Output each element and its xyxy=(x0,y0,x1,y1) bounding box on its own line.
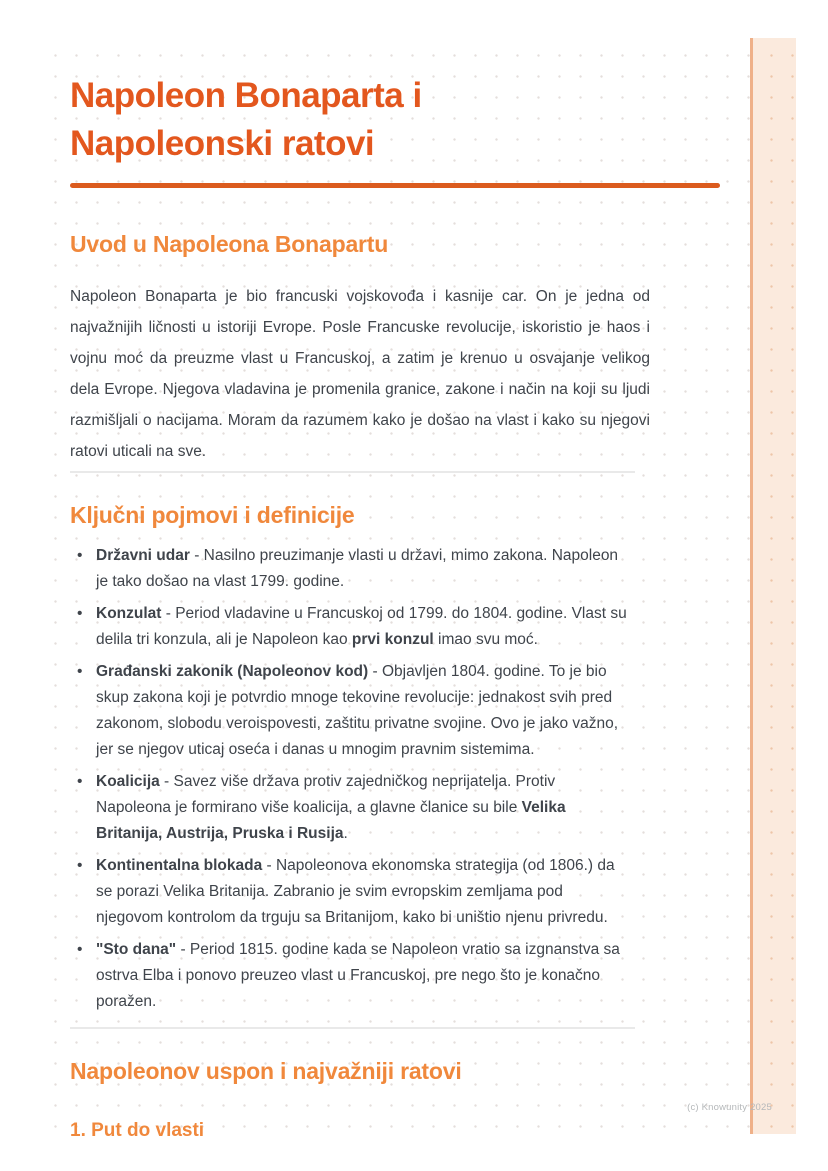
definition-text: - Period 1815. godine kada se Napoleon vratio sa izgnanstva sa ostrva Elba i ponovo preuzeo vlast u Francuskoj, pre nego što je konačno poražen. xyxy=(96,941,620,1010)
definition-term: Državni udar xyxy=(96,547,190,564)
list-item xyxy=(70,853,630,931)
definition-text: . xyxy=(343,825,348,842)
definition-term: Građanski zakonik (Napoleonov kod) xyxy=(96,663,369,680)
definition-term: Kontinentalna blokada xyxy=(96,857,263,874)
list-item xyxy=(70,937,630,1015)
list-item xyxy=(70,543,630,595)
page-title xyxy=(70,72,650,168)
definition-text: - Period vladavine u Francuskoj od 1799. do 1804. godine. Vlast su delila tri konzula, ali je Napoleon kao xyxy=(96,605,627,648)
copyright-watermark: (c) Knowunity 2025 xyxy=(687,1102,772,1113)
document-page xyxy=(40,38,796,1141)
page-edge-strip xyxy=(750,38,796,1134)
definition-term: Konzulat xyxy=(96,605,162,622)
definition-term: prvi konzul xyxy=(351,631,434,648)
page-title-line-2: Napoleonski ratovi xyxy=(70,124,375,163)
definition-text: - Napoleonova ekonomska strategija (od 1806.) da se porazi Velika Britanija. Zabranio je svim evropskim zemljama pod njegovom kontrolom da trguju sa Britanijom, kako bi uništio njenu privredu. xyxy=(96,857,615,926)
definition-term: Velika Britanija, Austrija, Pruska i Rusija xyxy=(96,799,566,842)
list-item xyxy=(70,659,630,763)
title-underline-rule xyxy=(70,183,720,188)
section-divider xyxy=(70,1027,635,1029)
subsection-heading-path-to-power: 1. Put do vlasti xyxy=(70,1120,205,1141)
definition-text: - Nasilno preuzimanje vlasti u državi, mimo zakona. Napoleon je tako došao na vlast 1799. godine. xyxy=(96,547,619,590)
definition-text: - Savez više država protiv zajedničkog neprijatelja. Protiv Napoleona je formirano više koalicija, a glavne članice su bile xyxy=(96,773,556,816)
document-content xyxy=(70,38,650,1143)
definitions-list xyxy=(70,543,630,1015)
definition-term: "Sto dana" xyxy=(96,941,177,958)
page-title-line-1: Napoleon Bonaparta i xyxy=(70,76,422,115)
definition-term: Koalicija xyxy=(96,773,160,790)
list-item xyxy=(70,601,630,653)
definition-text: - Objavljen 1804. godine. To je bio skup zakona koji je potvrdio mnoge tekovine revolucije: jednakost svih pred zakonom, slobodu veroispovesti, zaštitu privatne svojine. Ovo je jako važno, jer se njegov uticaj oseća i danas u mnogim pravnim sistemima. xyxy=(96,663,619,758)
definition-text: imao svu moć. xyxy=(433,631,538,648)
intro-paragraph: Napoleon Bonaparta je bio francuski vojskovođa i kasnije car. On je jedna od najvažnijih ličnosti u istoriji Evrope. Posle Francuske revolucije, iskoristio je haos i vojnu moć da preuzme vlast u Francuskoj, a zatim je krenuo u osvajanje velikog dela Evrope. Njegova vladavina je promenila granice, zakone i način na koji su ljudi razmišljali o nacijama. Moram da razumem kako je došao na vlast i kako su njegovi ratovi uticali na sve. xyxy=(70,288,650,460)
section-divider xyxy=(70,471,635,473)
list-item xyxy=(70,769,630,847)
section-heading-intro: Uvod u Napoleona Bonapartu xyxy=(70,231,389,257)
section-heading-rise: Napoleonov uspon i najvažniji ratovi xyxy=(70,1058,462,1084)
section-heading-definitions: Ključni pojmovi i definicije xyxy=(70,502,355,528)
